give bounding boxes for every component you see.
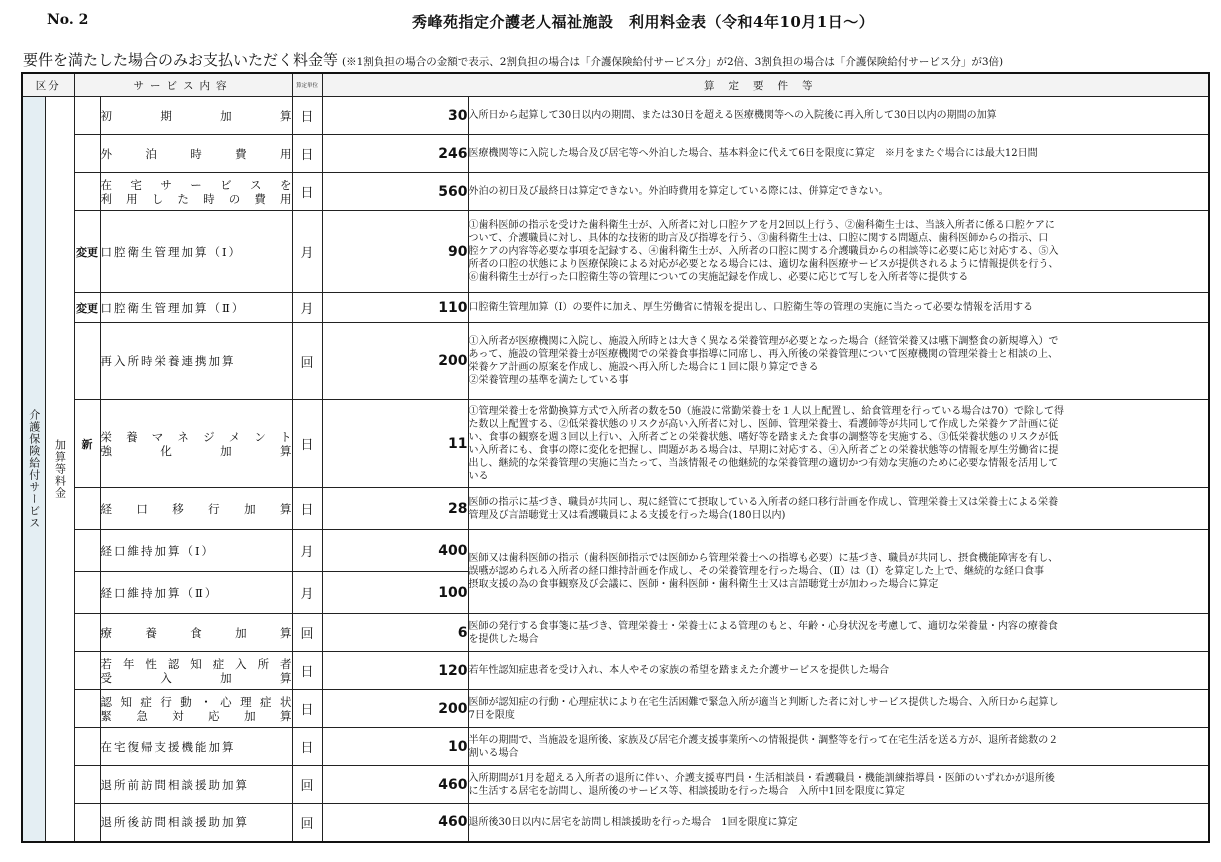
requirements-text — [468, 488, 1209, 530]
requirements-text — [468, 135, 1209, 173]
requirements-line: た数以上配置する、②低栄養状態のリスクが高い入所者に対し、医師、管理栄養士、看護師等が共同して作成した栄養ケア計画に従 — [468, 418, 1059, 430]
change-mark: 新 — [74, 400, 100, 488]
table-row — [22, 804, 1209, 842]
change-mark — [74, 614, 100, 652]
requirements-line: 誤嚥が認められる入所者の経口維持計画を作成し、その栄養管理を行った場合、（Ⅱ）は（Ⅰ）を算定した上で、継続的な経口食事 — [468, 566, 1045, 577]
requirements-text — [468, 728, 1209, 766]
table-row — [22, 211, 1209, 293]
service-name-line: 強 化 加 算 — [100, 443, 292, 458]
service-name-line: 在宅復帰支援機能加算 — [100, 739, 236, 754]
service-name-line: 経口維持加算（Ⅱ） — [100, 585, 219, 600]
service-name-line: 口腔衛生管理加算（Ⅰ） — [100, 244, 243, 259]
fee-table — [21, 72, 1210, 843]
billing-unit: 日 — [292, 135, 322, 173]
requirements-line: い、食事の観察を週３回以上行い、入所者ごとの栄養状態、嗜好等を踏まえた食事の調整等を実施する、③低栄養状態のリスクが低 — [468, 431, 1059, 443]
billing-unit: 回 — [292, 766, 322, 804]
subtitle-main: 要件を満たした場合のみお支払いただく料金等 — [23, 51, 339, 69]
change-mark: 変更 — [74, 293, 100, 323]
requirements-text — [468, 400, 1209, 488]
requirements-line: 医療機関等に入院した場合及び居宅等へ外泊した場合、基本料金に代えて6日を限度に算定 ※月をまたぐ場合には最大12日間 — [468, 148, 1038, 159]
requirements-line: 半年の期間で、当施設を退所後、家族及び居宅介護支援事業所への情報提供・調整等を行って在宅生活を送る方が、退所者総数の２ — [468, 734, 1059, 746]
service-name — [100, 766, 292, 804]
service-name — [100, 323, 292, 400]
page-title: 秀峰苑指定介護老人福祉施設 利用料金表（令和4年10月1日～） — [412, 13, 875, 31]
change-mark — [74, 728, 100, 766]
fee-amount: 6 — [322, 614, 468, 652]
service-name-line: 初 期 加 算 — [100, 108, 292, 123]
table-row — [22, 766, 1209, 804]
requirements-text — [468, 97, 1209, 135]
requirements-line: 退所後30日以内に居宅を訪問し相談援助を行った場合 1回を限度に算定 — [468, 816, 798, 828]
requirements-line: 外泊の初日及び最終日は算定できない。外泊時費用を算定している際には、併算定できない。 — [468, 186, 889, 197]
billing-unit: 日 — [292, 488, 322, 530]
service-name — [100, 173, 292, 211]
change-mark — [74, 572, 100, 614]
change-mark — [74, 173, 100, 211]
service-name-line: 認 知 症 行 動 ・ 心 理 症 状 — [100, 694, 292, 709]
change-mark — [74, 323, 100, 400]
requirements-line: 出し、継続的な栄養管理の実施に当たって、当該情報その他継続的な栄養管理の適切かつ有効な実施のために必要な情報を活用して — [468, 457, 1059, 469]
billing-unit: 回 — [292, 804, 322, 842]
service-name — [100, 614, 292, 652]
change-mark — [74, 135, 100, 173]
subtitle-note: (※1割負担の場合の金額で表示、2割負担の場合は「介護保険給付サービス分」が2倍、3割負担の場合は「介護保険給付サービス分」が3倍) — [342, 56, 1004, 68]
fee-amount: 460 — [322, 804, 468, 842]
requirements-line: ⑥歯科衛生士が行った口腔衛生等の管理についての実施記録を作成し、必要に応じて写しを入所者等に提供する — [468, 272, 969, 283]
requirements-line: 医師が認知症の行動・心理症状により在宅生活困難で緊急入所が適当と判断した者に対しサービス提供した場合、入所日から起算し — [468, 696, 1059, 708]
service-name — [100, 211, 292, 293]
requirements-text — [468, 211, 1209, 293]
service-name-line: 栄 養 マ ネ ジ メ ン ト — [100, 429, 292, 444]
fee-amount: 400 — [322, 530, 468, 572]
table-row — [22, 614, 1209, 652]
service-name-line: 再入所時栄養連携加算 — [100, 354, 236, 368]
fee-amount: 28 — [322, 488, 468, 530]
header-requirements: 算定要件等 — [322, 73, 1209, 97]
fee-amount: 560 — [322, 173, 468, 211]
service-name — [100, 400, 292, 488]
document-number: No. 2 — [47, 12, 89, 28]
change-mark — [74, 690, 100, 728]
service-name-line: 若 年 性 認 知 症 入 所 者 — [100, 656, 292, 671]
service-name-line: 緊 急 対 応 加 算 — [100, 708, 292, 723]
fee-amount: 30 — [322, 97, 468, 135]
requirements-text — [468, 804, 1209, 842]
service-name-line: 退所前訪問相談援助加算 — [100, 777, 249, 792]
table-row — [22, 97, 1209, 135]
requirements-line: を提供した場合 — [468, 633, 539, 645]
table-row — [22, 488, 1209, 530]
requirements-line: ②栄養管理の基準を満たしている事 — [468, 375, 629, 386]
table-row — [22, 530, 1209, 572]
table-row — [22, 135, 1209, 173]
billing-unit: 日 — [292, 652, 322, 690]
billing-unit: 日 — [292, 728, 322, 766]
requirements-text — [468, 652, 1209, 690]
requirements-text — [468, 173, 1209, 211]
service-name — [100, 488, 292, 530]
table-row — [22, 400, 1209, 488]
service-name-line: 経口維持加算（Ⅰ） — [100, 543, 216, 558]
billing-unit: 回 — [292, 614, 322, 652]
service-name — [100, 690, 292, 728]
service-name-line: 退所後訪問相談援助加算 — [100, 815, 249, 830]
fee-amount: 100 — [322, 572, 468, 614]
requirements-text — [468, 614, 1209, 652]
service-name-line: 外 泊 時 費 用 — [100, 146, 292, 161]
service-name — [100, 97, 292, 135]
requirements-line: 入所日から起算して30日以内の期間、または30日を超える医療機関等への入院後に再入所して30日以内の期間の加算 — [468, 110, 997, 121]
requirements-line: 栄養ケア計画の原案を作成し、施設へ再入所した場合に１回に限り算定できる — [468, 362, 819, 373]
requirements-line: 割いる場合 — [468, 747, 519, 759]
change-mark — [74, 97, 100, 135]
fee-amount: 246 — [322, 135, 468, 173]
requirements-line: 所者の口腔の状態により医療保険による対応が必要となる場合には、適切な歯科医療サービスが提供されるように情報提供を行う、 — [468, 259, 1059, 270]
requirements-line: ①入所者が医療機関に入院し、施設入所時とは大きく異なる栄養管理が必要となった場合（経管栄養又は嚥下調整食の新規導入）で — [468, 336, 1059, 347]
billing-unit: 日 — [292, 690, 322, 728]
requirements-line: あって、施設の管理栄養士が医療機関での栄養食事指導に同席し、再入所後の栄養管理について医療機関の管理栄養士と相談の上、 — [468, 349, 1058, 360]
header-service: サービス内容 — [74, 73, 292, 97]
change-mark — [74, 766, 100, 804]
requirements-line: ①歯科医師の指示を受けた歯科衛生士が、入所者に対し口腔ケアを月2回以上行う、②歯科衛生士は、当該入所者に係る口腔ケアに — [468, 220, 1055, 231]
requirements-line: 医師又は歯科医師の指示（歯科医師指示では医師から管理栄養士への指導も必要）に基づき、職員が共同し、摂食機能障害を有し、 — [468, 553, 1059, 564]
service-name — [100, 572, 292, 614]
requirements-line: 入所期間が1月を超える入所者の退所に伴い、介護支援専門員・生活相談員・看護職員・機能訓練指導員・医師のいずれかが退所後 — [468, 772, 1055, 784]
billing-unit: 日 — [292, 400, 322, 488]
requirements-line: に生活する居宅を訪問し、退所後のサービス等、相談援助を行った場合 入所中1回を限度に算定 — [468, 785, 905, 797]
fee-amount: 90 — [322, 211, 468, 293]
table-header-row — [22, 73, 1209, 97]
billing-unit: 月 — [292, 530, 322, 572]
service-name-line: 受 入 加 算 — [100, 670, 292, 685]
billing-unit: 回 — [292, 323, 322, 400]
table-row — [22, 652, 1209, 690]
page-header — [0, 0, 1221, 40]
requirements-line: 摂取支援の為の食事観察及び会議に、医師・歯科医師・歯科衛生士又は言語聴覚士が加わった場合に算定 — [468, 579, 939, 590]
requirements-line: い入所者にも、食事の際に変化を把握し、問題がある場合は、早期に対応する、④入所者ごとの栄養状態等の情報を厚生労働省に提 — [468, 444, 1059, 456]
service-name-line: 口腔衛生管理加算（Ⅱ） — [100, 300, 246, 315]
change-mark: 変更 — [74, 211, 100, 293]
billing-unit: 日 — [292, 173, 322, 211]
service-name — [100, 293, 292, 323]
fee-table-body — [22, 97, 1209, 842]
service-name — [100, 728, 292, 766]
table-row — [22, 173, 1209, 211]
service-name — [100, 652, 292, 690]
fee-amount: 460 — [322, 766, 468, 804]
table-row — [22, 728, 1209, 766]
service-name-line: 在 宅 サ ー ビ ス を — [100, 177, 292, 192]
table-row — [22, 323, 1209, 400]
fee-amount: 11 — [322, 400, 468, 488]
service-name-line: 利 用 し た 時 の 費 用 — [100, 191, 292, 206]
service-name — [100, 530, 292, 572]
table-row — [22, 293, 1209, 323]
billing-unit: 月 — [292, 211, 322, 293]
requirements-line: 若年性認知症患者を受け入れ、本人やその家族の希望を踏まえた介護サービスを提供した場合 — [468, 665, 890, 676]
service-name — [100, 804, 292, 842]
service-name — [100, 135, 292, 173]
header-unit: 算定単位 — [292, 73, 322, 97]
requirements-line: ついて、介護職員に対し、具体的な技術的助言及び指導を行う、③歯科衛生士は、口腔に関する問題点、歯科医師からの指示、口 — [468, 233, 1049, 244]
fee-amount: 10 — [322, 728, 468, 766]
billing-unit: 月 — [292, 293, 322, 323]
requirements-text — [468, 293, 1209, 323]
requirements-line: 医師の発行する食事箋に基づき、管理栄養士・栄養士による管理のもと、年齢・心身状況を考慮して、適切な栄養量・内容の療養食 — [468, 620, 1058, 632]
change-mark — [74, 652, 100, 690]
requirements-line: 口腔衛生管理加算（Ⅰ）の要件に加え、厚生労働省に情報を提出し、口腔衛生等の管理の実施に当たって必要な情報を活用する — [468, 302, 1034, 313]
fee-amount: 200 — [322, 690, 468, 728]
billing-unit: 日 — [292, 97, 322, 135]
service-name-line: 療 養 食 加 算 — [100, 625, 292, 640]
header-category: 区分 — [22, 73, 74, 97]
table-row — [22, 690, 1209, 728]
requirements-line: ①管理栄養士を常勤換算方式で入所者の数を50（施設に常勤栄養士を１人以上配置し、給食管理を行っている場合は70）で除して得 — [468, 405, 1064, 417]
requirements-line: 腔ケアの内容等必要な事項を記録する、④歯科衛生士が、入所者の口腔に関する介護職員からの相談等に必要に応じ対応する、⑤入 — [468, 246, 1059, 257]
requirements-line: 管理及び言語聴覚士又は看護職員による支援を行った場合(180日以内) — [468, 509, 786, 521]
change-mark — [74, 804, 100, 842]
requirements-text — [468, 690, 1209, 728]
change-mark — [74, 530, 100, 572]
table-subtitle — [23, 49, 1003, 70]
fee-amount: 200 — [322, 323, 468, 400]
fee-amount: 120 — [322, 652, 468, 690]
requirements-line: 7日を限度 — [468, 709, 515, 721]
billing-unit: 月 — [292, 572, 322, 614]
fee-amount: 110 — [322, 293, 468, 323]
requirements-text — [468, 323, 1209, 400]
requirements-text — [468, 766, 1209, 804]
service-name-line: 経 口 移 行 加 算 — [100, 501, 292, 516]
requirements-text — [468, 530, 1209, 614]
category-label: 介護保険給付サービス — [22, 97, 45, 842]
change-mark — [74, 488, 100, 530]
requirements-line: 医師の指示に基づき、職員が共同し、現に経管にて摂取している入所者の経口移行計画を作成し、管理栄養士又は栄養士による栄養 — [468, 496, 1059, 508]
requirements-line: いる — [468, 470, 489, 482]
subcategory-label: 加算等料金 — [45, 97, 74, 842]
